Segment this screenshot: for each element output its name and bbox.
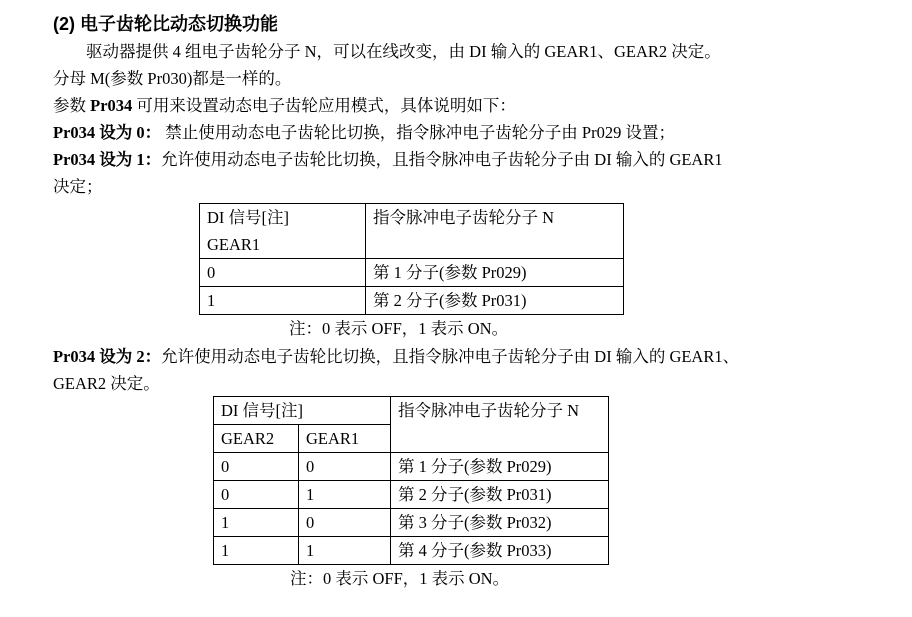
param-prefix: 参数 <box>53 96 91 115</box>
mode-2-description <box>53 343 739 370</box>
table-header-di: DI 信号[注] <box>214 397 391 425</box>
table-header-row <box>200 204 624 259</box>
gear1-label: GEAR1 <box>207 235 261 254</box>
table-cell-n: 第 2 分子(参数 Pr031) <box>366 287 624 315</box>
table-row <box>214 453 609 481</box>
mode-0-label: Pr034 设为 0： <box>53 123 162 142</box>
table-cell-n: 第 2 分子(参数 Pr031) <box>391 481 609 509</box>
gear1-table <box>199 203 624 315</box>
param-description <box>53 92 903 119</box>
table-cell-n: 第 1 分子(参数 Pr029) <box>391 453 609 481</box>
table-row <box>200 259 624 287</box>
table-cell-gear2: 0 <box>214 481 299 509</box>
table-cell-n: 第 3 分子(参数 Pr032) <box>391 509 609 537</box>
mode-1-text: 允许使用动态电子齿轮比切换，且指令脉冲电子齿轮分子由 DI 输入的 GEAR1 <box>161 150 723 169</box>
mode-1-continuation: 决定； <box>53 177 103 196</box>
table-cell-gear2: 1 <box>214 509 299 537</box>
table-cell-gear1: 1 <box>299 481 391 509</box>
param-suffix: 可用来设置动态电子齿轮应用模式，具体说明如下： <box>132 96 516 115</box>
table-header-n: 指令脉冲电子齿轮分子 N <box>391 397 609 453</box>
document-body <box>53 10 903 588</box>
mode-0-description <box>53 119 903 146</box>
mode-2-text: 允许使用动态电子齿轮比切换，且指令脉冲电子齿轮分子由 DI 输入的 GEAR1、 <box>161 347 740 366</box>
table-cell-gear1: 1 <box>299 537 391 565</box>
table-row <box>214 481 609 509</box>
table-header-di <box>200 204 366 259</box>
table-row <box>200 287 624 315</box>
gear2-gear1-table <box>213 396 609 565</box>
mode-2-block <box>53 343 739 397</box>
mode-1-description <box>53 146 903 173</box>
section-heading: (2) 电子齿轮比动态切换功能 <box>53 14 278 34</box>
param-name: Pr034 <box>90 96 133 115</box>
table-cell-gear2: 1 <box>214 537 299 565</box>
mode-0-text: 禁止使用动态电子齿轮比切换，指令脉冲电子齿轮分子由 Pr029 设置； <box>161 123 675 142</box>
table-row <box>214 537 609 565</box>
table-header-gear2: GEAR2 <box>214 425 299 453</box>
table1-note: 注：0 表示 OFF，1 表示 ON。 <box>289 319 509 338</box>
mode-1-label: Pr034 设为 1： <box>53 150 162 169</box>
table-cell-n: 第 1 分子(参数 Pr029) <box>366 259 624 287</box>
table-header-row <box>214 397 609 425</box>
intro-line-1: 驱动器提供 4 组电子齿轮分子 N，可以在线改变，由 DI 输入的 GEAR1、GEAR2 决定。 <box>86 42 721 61</box>
mode-2-label: Pr034 设为 2： <box>53 347 162 366</box>
table2-note: 注：0 表示 OFF，1 表示 ON。 <box>290 569 510 588</box>
table-header-gear1: GEAR1 <box>299 425 391 453</box>
table-cell-gear1: 0 <box>200 259 366 287</box>
di-signal-label: DI 信号[注] <box>207 208 290 227</box>
table-header-n: 指令脉冲电子齿轮分子 N <box>366 204 624 259</box>
table-cell-gear1: 0 <box>299 509 391 537</box>
table-cell-gear1: 0 <box>299 453 391 481</box>
intro-line-2: 分母 M(参数 Pr030)都是一样的。 <box>53 69 292 88</box>
table-cell-n: 第 4 分子(参数 Pr033) <box>391 537 609 565</box>
table-cell-gear1: 1 <box>200 287 366 315</box>
table-row <box>214 509 609 537</box>
table-cell-gear2: 0 <box>214 453 299 481</box>
mode-2-continuation: GEAR2 决定。 <box>53 374 160 393</box>
